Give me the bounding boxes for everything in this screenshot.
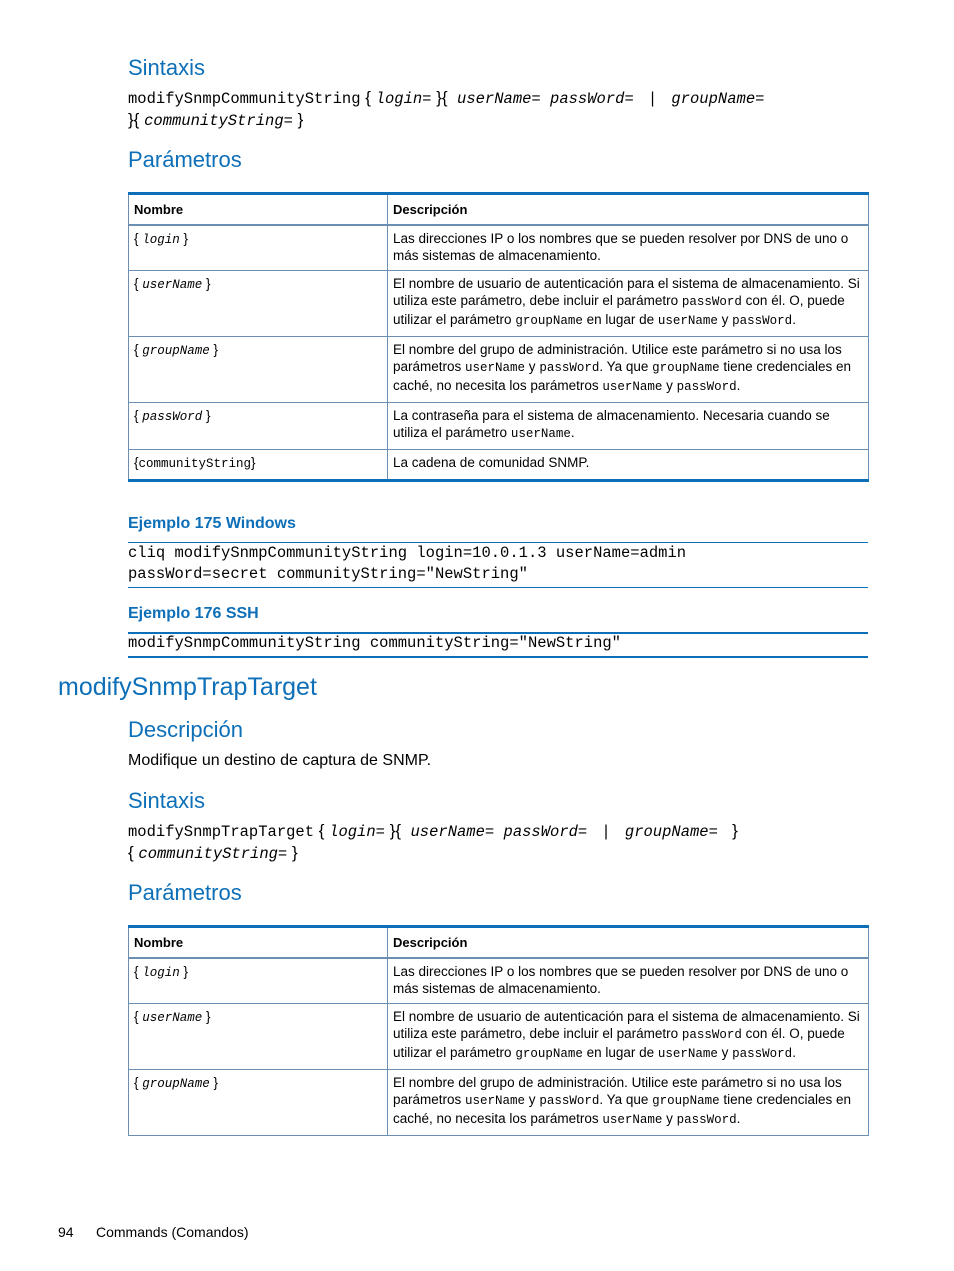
syntax-user-pass: userName= passWord= — [410, 823, 588, 841]
param-name: {communityString} — [129, 450, 388, 481]
param-name: { passWord } — [129, 403, 388, 450]
syntax-community: communityString= — [138, 845, 288, 863]
table-header-row — [129, 927, 869, 959]
description-heading: Descripción — [128, 717, 243, 742]
param-desc: Las direcciones IP o los nombres que se pueden resolver por DNS de uno o más sistemas de almacenamiento. — [388, 958, 869, 1004]
col-header-desc: Descripción — [388, 927, 869, 959]
syntax-heading: Sintaxis — [128, 55, 206, 80]
example-176-code: modifySnmpCommunityString communityString="NewString" — [128, 634, 621, 652]
params-heading: Parámetros — [128, 147, 242, 172]
col-header-name: Nombre — [129, 927, 388, 959]
param-desc: El nombre de usuario de autenticación para el sistema de almacenamiento. Si utiliza este parámetro, debe incluir el parámetro passWord con él. O, puede utilizar el parámetro groupName en lugar de userName y passWord. — [388, 271, 869, 337]
param-name: { userName } — [129, 1004, 388, 1070]
col-header-name: Nombre — [129, 194, 388, 226]
table-row — [129, 1004, 869, 1070]
table-row — [129, 337, 869, 403]
param-name: { groupName } — [129, 1070, 388, 1136]
table-row — [129, 271, 869, 337]
syntax-line-1: modifySnmpCommunityString { login= }{ userName= passWord= | groupName= — [128, 88, 765, 108]
param-desc: La contraseña para el sistema de almacenamiento. Necesaria cuando se utiliza el parámetro userName. — [388, 403, 869, 450]
table-header-row — [129, 194, 869, 226]
param-desc: El nombre del grupo de administración. Utilice este parámetro si no usa los parámetros userName y passWord. Ya que groupName tiene credenciales en caché, no necesita los parámetros userName y passWord. — [388, 337, 869, 403]
syntax-group: groupName= — [624, 823, 718, 841]
table-row — [129, 403, 869, 450]
syntax-login: login= — [329, 823, 385, 841]
syntax-heading: Sintaxis — [128, 788, 206, 813]
param-name: { userName } — [129, 271, 388, 337]
example-175-code: cliq modifySnmpCommunityString login=10.0.1.3 userName=admin passWord=secret communityString="NewString" — [128, 544, 687, 583]
params-heading: Parámetros — [128, 880, 242, 905]
example-176-title: Ejemplo 176 SSH — [128, 605, 259, 622]
param-name: { login } — [129, 958, 388, 1004]
page-number: 94 — [58, 1224, 74, 1240]
col-header-desc: Descripción — [388, 194, 869, 226]
command-title: modifySnmpTrapTarget — [58, 673, 317, 701]
example-bottom-rule — [128, 656, 868, 658]
syntax-login: login= — [375, 90, 432, 108]
syntax-pipe: | — [601, 823, 611, 841]
param-desc: La cadena de comunidad SNMP. — [388, 450, 869, 481]
description-text: Modifique un destino de captura de SNMP. — [128, 752, 432, 769]
param-name: { groupName } — [129, 337, 388, 403]
params-table — [128, 925, 869, 1136]
param-desc: El nombre del grupo de administración. Utilice este parámetro si no usa los parámetros userName y passWord. Ya que groupName tiene credenciales en caché, no necesita los parámetros userName y passWord. — [388, 1070, 869, 1136]
example-175-title: Ejemplo 175 Windows — [128, 515, 296, 532]
table-row — [129, 1070, 869, 1136]
syntax-group: groupName= — [671, 90, 765, 108]
syntax-pipe: | — [647, 90, 658, 108]
param-desc: Las direcciones IP o los nombres que se pueden resolver por DNS de uno o más sistemas de almacenamiento. — [388, 225, 869, 271]
syntax-command: modifySnmpCommunityString — [128, 90, 361, 108]
footer-section: Commands (Comandos) — [96, 1224, 249, 1240]
table-row — [129, 958, 869, 1004]
params-table — [128, 192, 869, 482]
table-row — [129, 450, 869, 481]
syntax-line-2: }{ communityString= } — [128, 110, 304, 130]
param-name: { login } — [129, 225, 388, 271]
syntax-line-1: modifySnmpTrapTarget { login= }{ userName= passWord= | groupName= } — [128, 821, 738, 841]
param-desc: El nombre de usuario de autenticación para el sistema de almacenamiento. Si utiliza este parámetro, debe incluir el parámetro passWord con él. O, puede utilizar el parámetro groupName en lugar de userName y passWord. — [388, 1004, 869, 1070]
syntax-command: modifySnmpTrapTarget — [128, 823, 315, 841]
syntax-user-pass: userName= passWord= — [457, 90, 634, 108]
example-bottom-rule — [128, 587, 868, 588]
syntax-line-2: { communityString= } — [128, 843, 298, 863]
table-row — [129, 225, 869, 271]
syntax-community: communityString= — [144, 112, 293, 130]
